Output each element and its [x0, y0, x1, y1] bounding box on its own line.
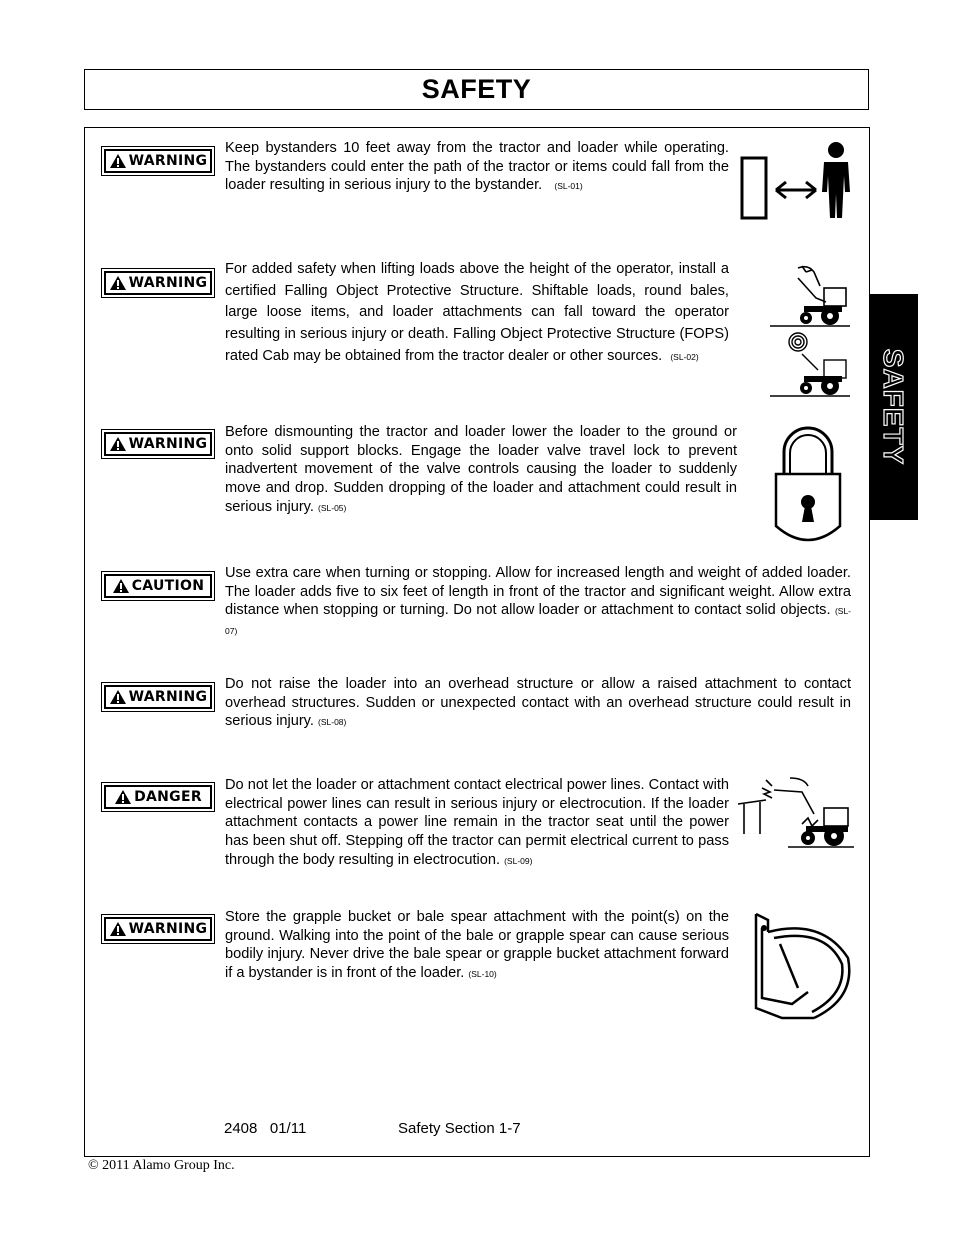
section-side-tab	[869, 294, 918, 520]
signal-word-label: CAUTION	[131, 578, 205, 594]
alert-triangle-icon	[109, 153, 127, 169]
message-text: Keep bystanders 10 feet away from the tractor and loader while operating. The bystanders could enter the path of the tractor or items could fall from the loader resulting in serious injury to the bystander.	[225, 140, 729, 194]
falling-object-tractor-icon	[768, 262, 852, 402]
message-code: (SL-09)	[504, 855, 533, 866]
header-box	[84, 69, 869, 110]
message-code: (SL-07)	[225, 606, 852, 637]
page-title: SAFETY	[421, 74, 532, 104]
message-text: Do not raise the loader into an overhead structure or allow a raised attachment to contact overhead structures. Sudden or unexpected contact with an overhead structure could result in serious injury.	[225, 676, 851, 730]
signal-word-label: WARNING	[128, 275, 208, 291]
danger-signal-word	[101, 782, 215, 812]
signal-word-label: WARNING	[128, 436, 208, 452]
alert-triangle-icon	[112, 578, 130, 594]
safety-message-sl-08	[225, 675, 851, 732]
safety-message-sl-02	[225, 259, 729, 369]
footer-model-date: 2408 01/11	[224, 1120, 307, 1137]
caution-signal-word	[101, 571, 215, 601]
copyright-notice: © 2011 Alamo Group Inc.	[88, 1158, 235, 1173]
warning-signal-word	[101, 268, 215, 298]
message-text: Store the grapple bucket or bale spear attachment with the point(s) on the ground. Walking into the point of the bale or grapple spear can cause serious bodily injury. Never drive the bale spear or grapple bucket attachment forward if a bystander is in front of the loader.	[225, 909, 729, 982]
safety-message-sl-09	[225, 776, 729, 871]
safety-message-sl-01	[225, 139, 729, 196]
footer-section-page: Safety Section 1-7	[398, 1120, 521, 1137]
alert-triangle-icon	[114, 789, 132, 805]
message-text: Use extra care when turning or stopping. Allow for increased length and weight of added loader. The loader adds five to six feet of length in front of the tractor and significant weight. Allow extra distance when stopping or turning. Do not allow loader or attachment to contact solid objects.	[225, 565, 851, 619]
alert-triangle-icon	[109, 436, 127, 452]
safety-message-sl-10	[225, 908, 729, 984]
message-text: For added safety when lifting loads above the height of the operator, install a certified Falling Object Protective Structure. Shiftable loads, round bales, large loose items, and loader attachments can fall toward the operator resulting in serious injury or death. Falling Object Protective Structure (FOPS) rated Cab may be obtained from the tractor dealer or other sources.	[225, 261, 729, 364]
power-line-electrocution-icon	[736, 774, 856, 850]
side-tab-label: SAFETY	[878, 348, 910, 466]
signal-word-label: WARNING	[128, 153, 208, 169]
warning-signal-word	[101, 146, 215, 176]
alert-triangle-icon	[109, 921, 127, 937]
message-code: (SL-10)	[468, 969, 497, 980]
warning-signal-word	[101, 682, 215, 712]
message-text: Before dismounting the tractor and loader lower the loader to the ground or onto solid support blocks. Engage the loader valve travel lock to prevent inadvertent movement of the valve controls causing the loader to suddenly move and drop. Sudden dropping of the loader and attachment could result in serious injury.	[225, 424, 737, 515]
safety-message-sl-07	[225, 564, 851, 641]
signal-word-label: WARNING	[128, 921, 208, 937]
message-code: (SL-08)	[318, 717, 347, 728]
message-code: (SL-05)	[318, 502, 347, 513]
safety-message-sl-05	[225, 423, 737, 518]
message-code: (SL-02)	[670, 351, 699, 362]
warning-signal-word	[101, 914, 215, 944]
grapple-bucket-icon	[752, 908, 856, 1024]
signal-word-label: DANGER	[134, 789, 202, 805]
warning-signal-word	[101, 429, 215, 459]
bystander-distance-icon	[740, 140, 855, 222]
padlock-icon	[772, 422, 844, 550]
signal-word-label: WARNING	[128, 689, 208, 705]
message-text: Do not let the loader or attachment contact electrical power lines. Contact with electrical power lines can result in serious injury or electrocution. If the loader attachment contacts a power line remain in the tractor seat until the power has been shut off. Stepping off the tractor can permit electrical current to pass through the body resulting in electrocution.	[225, 777, 729, 868]
alert-triangle-icon	[109, 275, 127, 291]
message-code: (SL-01)	[554, 181, 583, 192]
alert-triangle-icon	[109, 689, 127, 705]
